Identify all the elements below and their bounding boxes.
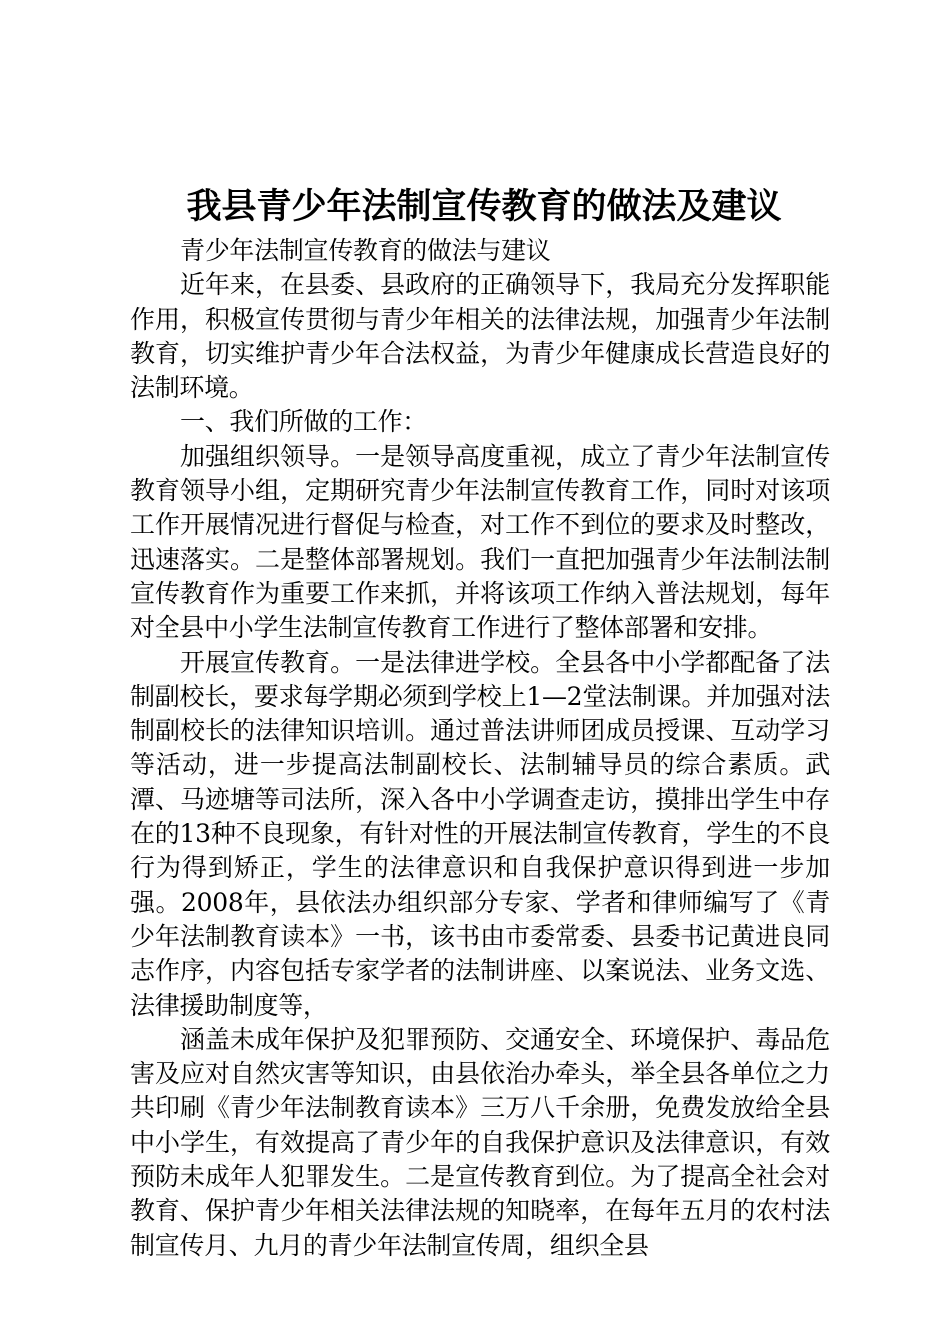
- body-paragraph: 涵盖未成年保护及犯罪预防、交通安全、环境保护、毒品危害及应对自然灾害等知识，由县依治办牵头，举全县各单位之力共印刷《青少年法制教育读本》三万八千余册，免费发放给全县中小学生，有效提高了青少年的自我保护意识及法律意识，有效预防未成年人犯罪发生。二是宣传教育到位。为了提高全社会对教育、保护青少年相关法律法规的知晓率，在每年五月的农村法制宣传月、九月的青少年法制宣传周，组织全县: [130, 1024, 830, 1260]
- body-paragraph: 加强组织领导。一是领导高度重视，成立了青少年法制宣传教育领导小组，定期研究青少年法制宣传教育工作，同时对该项工作开展情况进行督促与检查，对工作不到位的要求及时整改，迅速落实。二是整体部署规划。我们一直把加强青少年法制法制宣传教育作为重要工作来抓，并将该项工作纳入普法规划，每年对全县中小学生法制宣传教育工作进行了整体部署和安排。: [130, 441, 830, 643]
- section-heading: 一、我们所做的工作：: [180, 407, 428, 437]
- subtitle-paragraph: 青少年法制宣传教育的做法与建议: [180, 236, 551, 265]
- document-page: [130, 180, 830, 1263]
- document-title: 我县青少年法制宣传教育的做法及建议: [186, 186, 782, 227]
- body-paragraph: 开展宣传教育。一是法律进学校。全县各中小学都配备了法制副校长，要求每学期必须到学校上1—2堂法制课。并加强对法制副校长的法律知识培训。通过普法讲师团成员授课、互动学习等活动，进一步提高法制副校长、法制辅导员的综合素质。武潭、马迹塘等司法所，深入各中小学调查走访，摸排出学生中存在的13种不良现象，有针对性的开展法制宣传教育，学生的不良行为得到矫正，学生的法律意识和自我保护意识得到进一步加强。2008年，县依法办组织部分专家、学者和律师编写了《青少年法制教育读本》一书，该书由市委常委、县委书记黄进良同志作序，内容包括专家学者的法制讲座、以案说法、业务文选、法律援助制度等，: [130, 647, 830, 1020]
- intro-paragraph: 近年来，在县委、县政府的正确领导下，我局充分发挥职能作用，积极宣传贯彻与青少年相关的法律法规，加强青少年法制教育，切实维护青少年合法权益，为青少年健康成长营造良好的法制环境。: [130, 270, 830, 403]
